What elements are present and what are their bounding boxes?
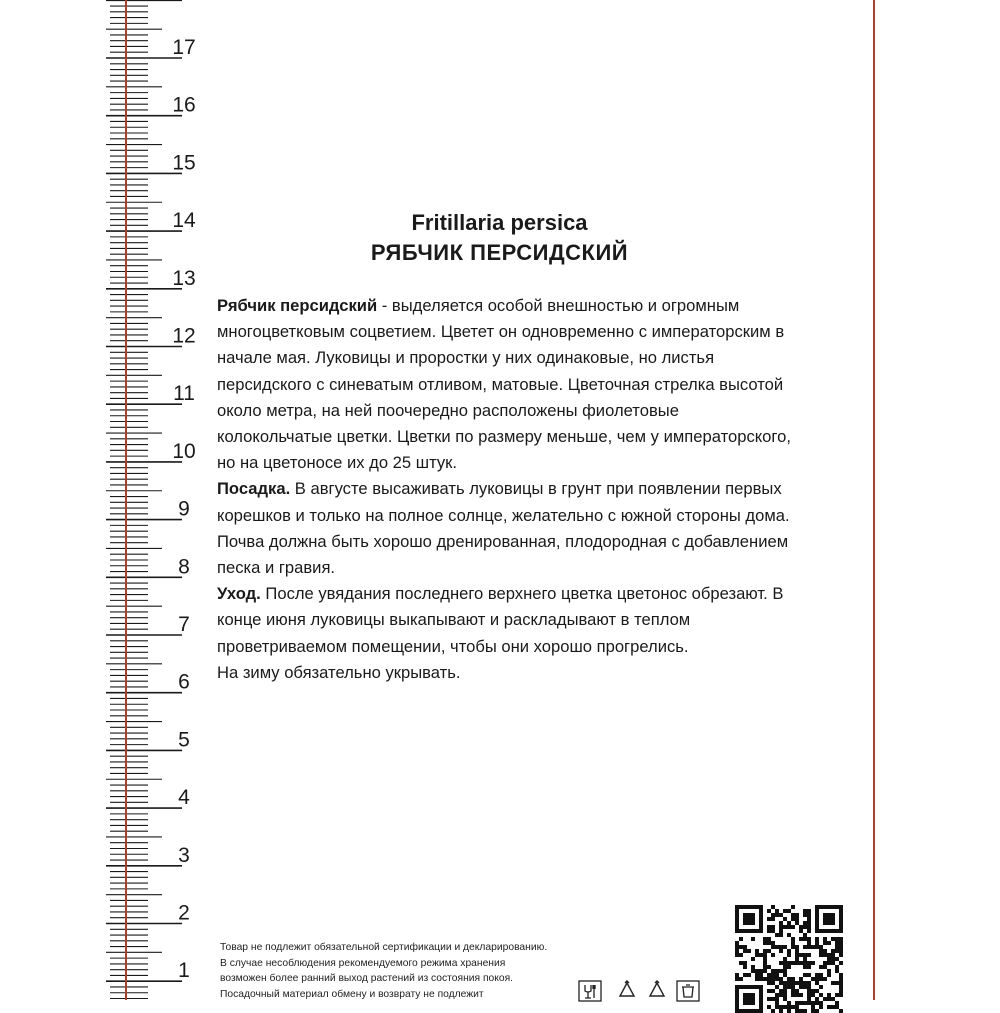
recycle-icon — [620, 981, 634, 996]
ruler-number: 7 — [178, 613, 190, 636]
winter-paragraph: На зиму обязательно укрывать. — [217, 662, 461, 682]
footer-disclaimer — [220, 940, 560, 1002]
ruler — [0, 0, 210, 1000]
qr-modules — [735, 905, 843, 1013]
description-text — [217, 293, 795, 686]
description-lead-text: - выделяется особой внешностью и огромным многоцветковым соцветием. Цветет он одновременно с императорским в начале мая. Луковицы и проростки у них одинаковые, но листья персидского с синеватым отливом, матовые. Цветочная стрелка высотой около метра, на ней поочередно расположены фиолетовые колокольчатые цветки. Цветки по размеру меньше, чем у императорского, но на цветоносе их до 25 штук. — [217, 296, 791, 473]
ruler-number: 10 — [172, 439, 196, 463]
title-block — [213, 208, 786, 268]
wineglass-fork-icon — [579, 981, 601, 1001]
planting-paragraph — [217, 476, 795, 581]
planting-label: Посадка. — [217, 479, 291, 499]
ruler-number: 15 — [172, 151, 196, 175]
title-latin: Fritillaria persica — [411, 210, 588, 235]
ruler-number: 14 — [172, 209, 196, 233]
ruler-number: 1 — [178, 959, 190, 983]
title-russian: РЯБЧИК ПЕРСИДСКИЙ — [370, 240, 629, 265]
ruler-number: 16 — [172, 93, 196, 117]
ruler-number: 11 — [173, 382, 195, 406]
ruler-labels — [172, 36, 196, 982]
waste-bin-icon — [677, 981, 699, 1001]
footer-line: Товар не подлежит обязательной сертификации и декларированию. — [220, 942, 548, 953]
description-lead: Рябчик персидский — [217, 296, 378, 315]
footer-line: возможен более ранний выход растений из состояния покоя. — [220, 973, 514, 984]
ruler-number: 8 — [178, 555, 190, 579]
ruler-number: 2 — [178, 901, 190, 925]
ruler-number: 4 — [178, 786, 190, 810]
planting-text: В августе высаживать луковицы в грунт при появлении первых корешков и только на полное солнце, желательно с южной стороны дома. Почва должна быть хорошо дренированная, плодородная с добавлением песка и гравия. — [217, 479, 790, 578]
footer-line: Посадочный материал обмену и возврату не подлежит — [220, 988, 484, 1000]
ruler-number: 12 — [172, 324, 196, 348]
care-text: После увядания последнего верхнего цветка цветонос обрезают. В конце июня луковицы выкапывают и раскладывают в теплом проветриваемом помещении, чтобы они хорошо прогрелись. — [217, 584, 784, 656]
ruler-number: 3 — [178, 843, 190, 867]
ruler-number: 6 — [178, 670, 190, 694]
recycle-icon — [650, 981, 664, 996]
packaging-symbols — [578, 980, 708, 1002]
ruler-center-line — [125, 0, 127, 1000]
ruler-number: 17 — [172, 36, 196, 59]
care-paragraph — [217, 581, 795, 660]
ruler-number: 5 — [178, 728, 190, 752]
qr-code — [735, 905, 843, 1013]
care-label: Уход. — [217, 584, 261, 604]
right-border-line — [873, 0, 875, 1000]
ruler-number: 13 — [172, 266, 196, 290]
footer-line: В случае несоблюдения рекомендуемого режима хранения — [220, 957, 506, 969]
ruler-number: 9 — [178, 497, 190, 521]
description-paragraph — [217, 293, 795, 476]
ruler-ticks — [106, 0, 182, 998]
